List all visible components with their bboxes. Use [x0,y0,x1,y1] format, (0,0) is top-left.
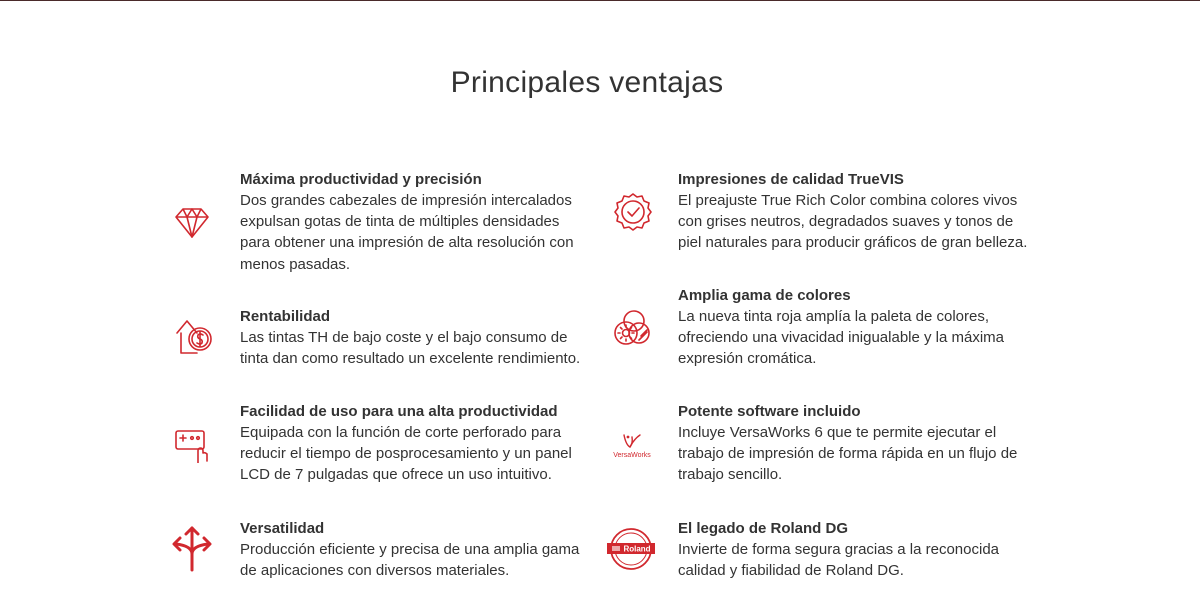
feature-description: Equipada con la función de corte perforado para reducir el tiempo de posprocesamiento y un panel LCD de 7 pulgadas que ofrece un uso intuitivo. [240,424,572,484]
split-arrows-icon [170,526,214,570]
versaworks-logo-icon [608,423,656,467]
feature-description: La nueva tinta roja amplía la paleta de colores, ofreciendo una vivacidad inigualable y la máxima expresión cromática. [678,308,1005,368]
feature-title: Potente software incluido [678,403,861,420]
cost-savings-icon [172,314,216,358]
color-circles-icon [610,305,654,349]
feature-title: Máxima productividad y precisión [240,171,482,188]
feature-description: Producción eficiente y precisa de una amplia gama de aplicaciones con diversos materiales. [240,541,580,580]
feature-description: Incluye VersaWorks 6 que te permite ejecutar el trabajo de impresión de forma rápida en un flujo de trabajo sencillo. [678,424,1018,484]
feature-title: Amplia gama de colores [678,287,851,304]
versaworks-logo-text: VersaWorks [613,452,651,459]
feature-description: El preajuste True Rich Color combina colores vivos con grises neutros, degradados suaves y tonos de piel naturales para producir gráficos de gran belleza. [678,192,1028,252]
page-title: Principales ventajas [450,66,724,99]
feature-description: Dos grandes cabezales de impresión intercalados expulsan gotas de tinta de múltiples densidades para obtener una impresión de alta resolución con menos pasadas. [240,192,574,273]
control-panel-icon [170,421,214,465]
top-divider [0,0,1200,1]
roland-logo-icon [607,526,655,572]
feature-title: Versatilidad [240,520,325,537]
feature-title: Facilidad de uso para una alta productividad [240,403,558,420]
roland-logo-text: Roland [623,544,651,554]
quality-badge-icon [611,189,655,233]
feature-description: Las tintas TH de bajo coste y el bajo consumo de tinta dan como resultado un excelente rendimiento. [240,329,581,368]
feature-title: El legado de Roland DG [678,520,849,537]
feature-title: Rentabilidad [240,308,331,325]
diamond-icon [170,201,214,245]
feature-title: Impresiones de calidad TrueVIS [678,171,904,188]
feature-description: Invierte de forma segura gracias a la reconocida calidad y fiabilidad de Roland DG. [678,541,1000,580]
